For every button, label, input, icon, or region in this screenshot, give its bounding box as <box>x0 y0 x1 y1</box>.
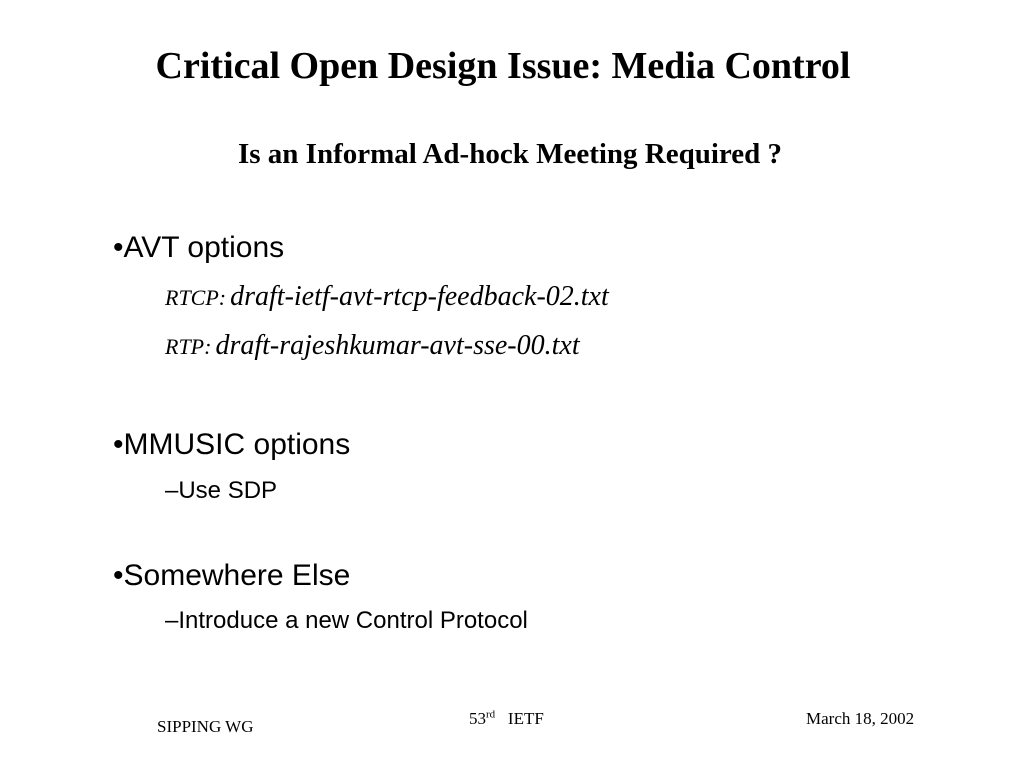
footer-working-group: SIPPING WG <box>157 717 254 736</box>
bullet-text: AVT options <box>123 231 285 264</box>
reference-label: RTCP: <box>165 285 227 310</box>
bullet-marker: • <box>113 428 124 461</box>
rtcp-reference <box>165 281 609 313</box>
bullet-mmusic-options <box>113 427 350 463</box>
footer-meeting-ordinal: rd <box>486 708 496 721</box>
sub-item-new-control-protocol: –Introduce a new Control Protocol <box>165 607 528 634</box>
bullet-marker: • <box>113 559 124 592</box>
footer-date: March 18, 2002 <box>806 709 915 728</box>
slide-subtitle: Is an Informal Ad-hock Meeting Required ? <box>237 138 783 170</box>
bullet-text: MMUSIC options <box>123 428 351 461</box>
reference-label: RTP: <box>165 334 212 359</box>
slide-title: Critical Open Design Issue: Media Control <box>155 45 851 87</box>
sub-item-use-sdp: –Use SDP <box>165 477 278 504</box>
footer-meeting-name: IETF <box>507 709 544 728</box>
bullet-somewhere-else <box>113 558 350 594</box>
bullet-text: Somewhere Else <box>123 559 351 592</box>
reference-file: draft-rajeshkumar-avt-sse-00.txt <box>215 330 580 361</box>
bullet-avt-options <box>113 230 284 266</box>
bullet-marker: • <box>113 231 124 264</box>
footer-meeting-number: 53 <box>469 709 486 728</box>
rtp-reference <box>165 330 580 362</box>
footer-meeting <box>469 709 544 729</box>
reference-file: draft-ietf-avt-rtcp-feedback-02.txt <box>230 281 609 312</box>
